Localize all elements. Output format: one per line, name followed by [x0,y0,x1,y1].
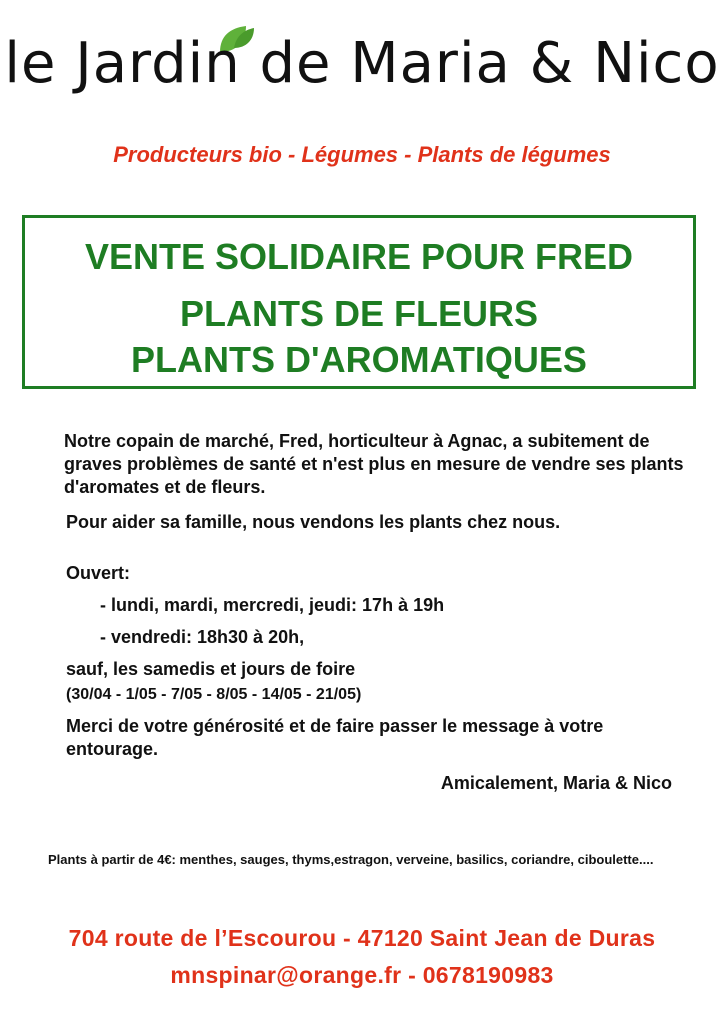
exception-dates: (30/04 - 1/05 - 7/05 - 8/05 - 14/05 - 21/05) [66,686,362,703]
signature: Amicalement, Maria & Nico [440,773,672,793]
open-label: Ouvert: [66,563,131,583]
subtitle: Producteurs bio - Légumes - Plants de légumes [113,142,611,167]
help-paragraph: Pour aider sa famille, nous vendons les plants chez nous. [66,512,561,532]
banner-line-2: PLANTS DE FLEURS [179,293,538,334]
page-title: le Jardin de Maria & Nico [4,31,720,96]
headline-banner [22,215,696,389]
banner-line-3: PLANTS D'AROMATIQUES [131,339,587,380]
hours-friday: - vendredi: 18h30 à 20h, [100,627,305,647]
address: 704 route de l’Escourou - 47120 Saint Jean de Duras [68,925,656,951]
exception-text: sauf, les samedis et jours de foire [66,659,356,679]
plants-note: Plants à partir de 4€: menthes, sauges, thyms,estragon, verveine, basilics, coriandre, ciboulette.... [48,852,654,867]
hours-weekdays: - lundi, mardi, mercredi, jeudi: 17h à 19h [100,595,445,615]
thanks-paragraph: Merci de votre générosité et de faire passer le message à votre entourage. [66,716,604,759]
intro-paragraph: Notre copain de marché, Fred, horticulteur à Agnac, a subitement de graves problèmes de santé et n'est plus en mesure de vendre ses plants d'aromates et de fleurs. [64,431,684,497]
contact-info: mnspinar@orange.fr - 0678190983 [170,962,554,988]
banner-line-1: VENTE SOLIDAIRE POUR FRED [84,236,634,277]
